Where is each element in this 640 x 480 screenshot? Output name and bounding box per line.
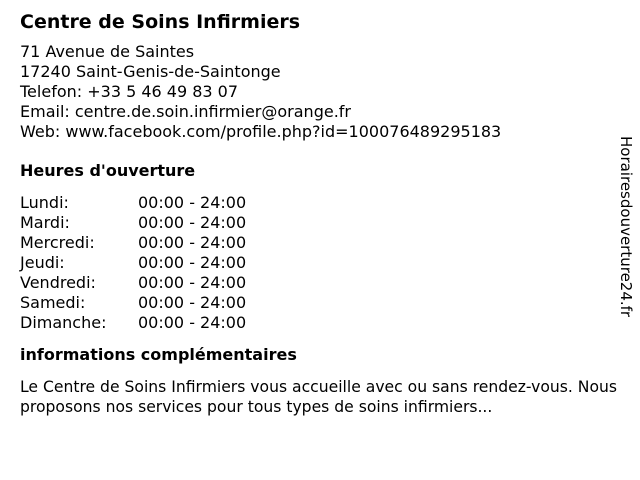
time-range: 00:00 - 24:00 (138, 213, 247, 232)
address-line-2: 17240 Saint-Genis-de-Saintonge (20, 62, 281, 81)
hours-row (20, 253, 620, 273)
time-range: 00:00 - 24:00 (138, 313, 247, 332)
time-range: 00:00 - 24:00 (138, 193, 247, 212)
time-range: 00:00 - 24:00 (138, 293, 247, 312)
hours-row (20, 273, 620, 293)
day-label: Mardi: (20, 213, 70, 232)
web-line: Web: www.facebook.com/profile.php?id=100076489295183 (20, 122, 502, 141)
day-label: Vendredi: (20, 273, 96, 292)
site-watermark: Horairesdouverture24.fr (617, 136, 635, 318)
day-label: Samedi: (20, 293, 86, 312)
day-label: Jeudi: (20, 253, 65, 272)
day-label: Dimanche: (20, 313, 107, 332)
day-label: Mercredi: (20, 233, 95, 252)
time-range: 00:00 - 24:00 (138, 273, 247, 292)
hours-row (20, 193, 620, 213)
time-range: 00:00 - 24:00 (138, 253, 247, 272)
info-description: Le Centre de Soins Infirmiers vous accueille avec ou sans rendez-vous. Nous proposons nos services pour tous types de soins infirmiers... (20, 378, 618, 416)
hours-row (20, 313, 620, 333)
address-line-1: 71 Avenue de Saintes (20, 42, 195, 61)
info-title: informations complémentaires (20, 345, 297, 364)
business-card (20, 8, 620, 417)
phone-line: Telefon: +33 5 46 49 83 07 (20, 82, 239, 101)
hours-row (20, 213, 620, 233)
time-range: 00:00 - 24:00 (138, 233, 247, 252)
business-name: Centre de Soins Infirmiers (20, 11, 301, 33)
hours-title: Heures d'ouverture (20, 161, 196, 180)
day-label: Lundi: (20, 193, 69, 212)
hours-table (20, 193, 620, 333)
email-line: Email: centre.de.soin.infirmier@orange.fr (20, 102, 351, 121)
hours-row (20, 233, 620, 253)
hours-row (20, 293, 620, 313)
